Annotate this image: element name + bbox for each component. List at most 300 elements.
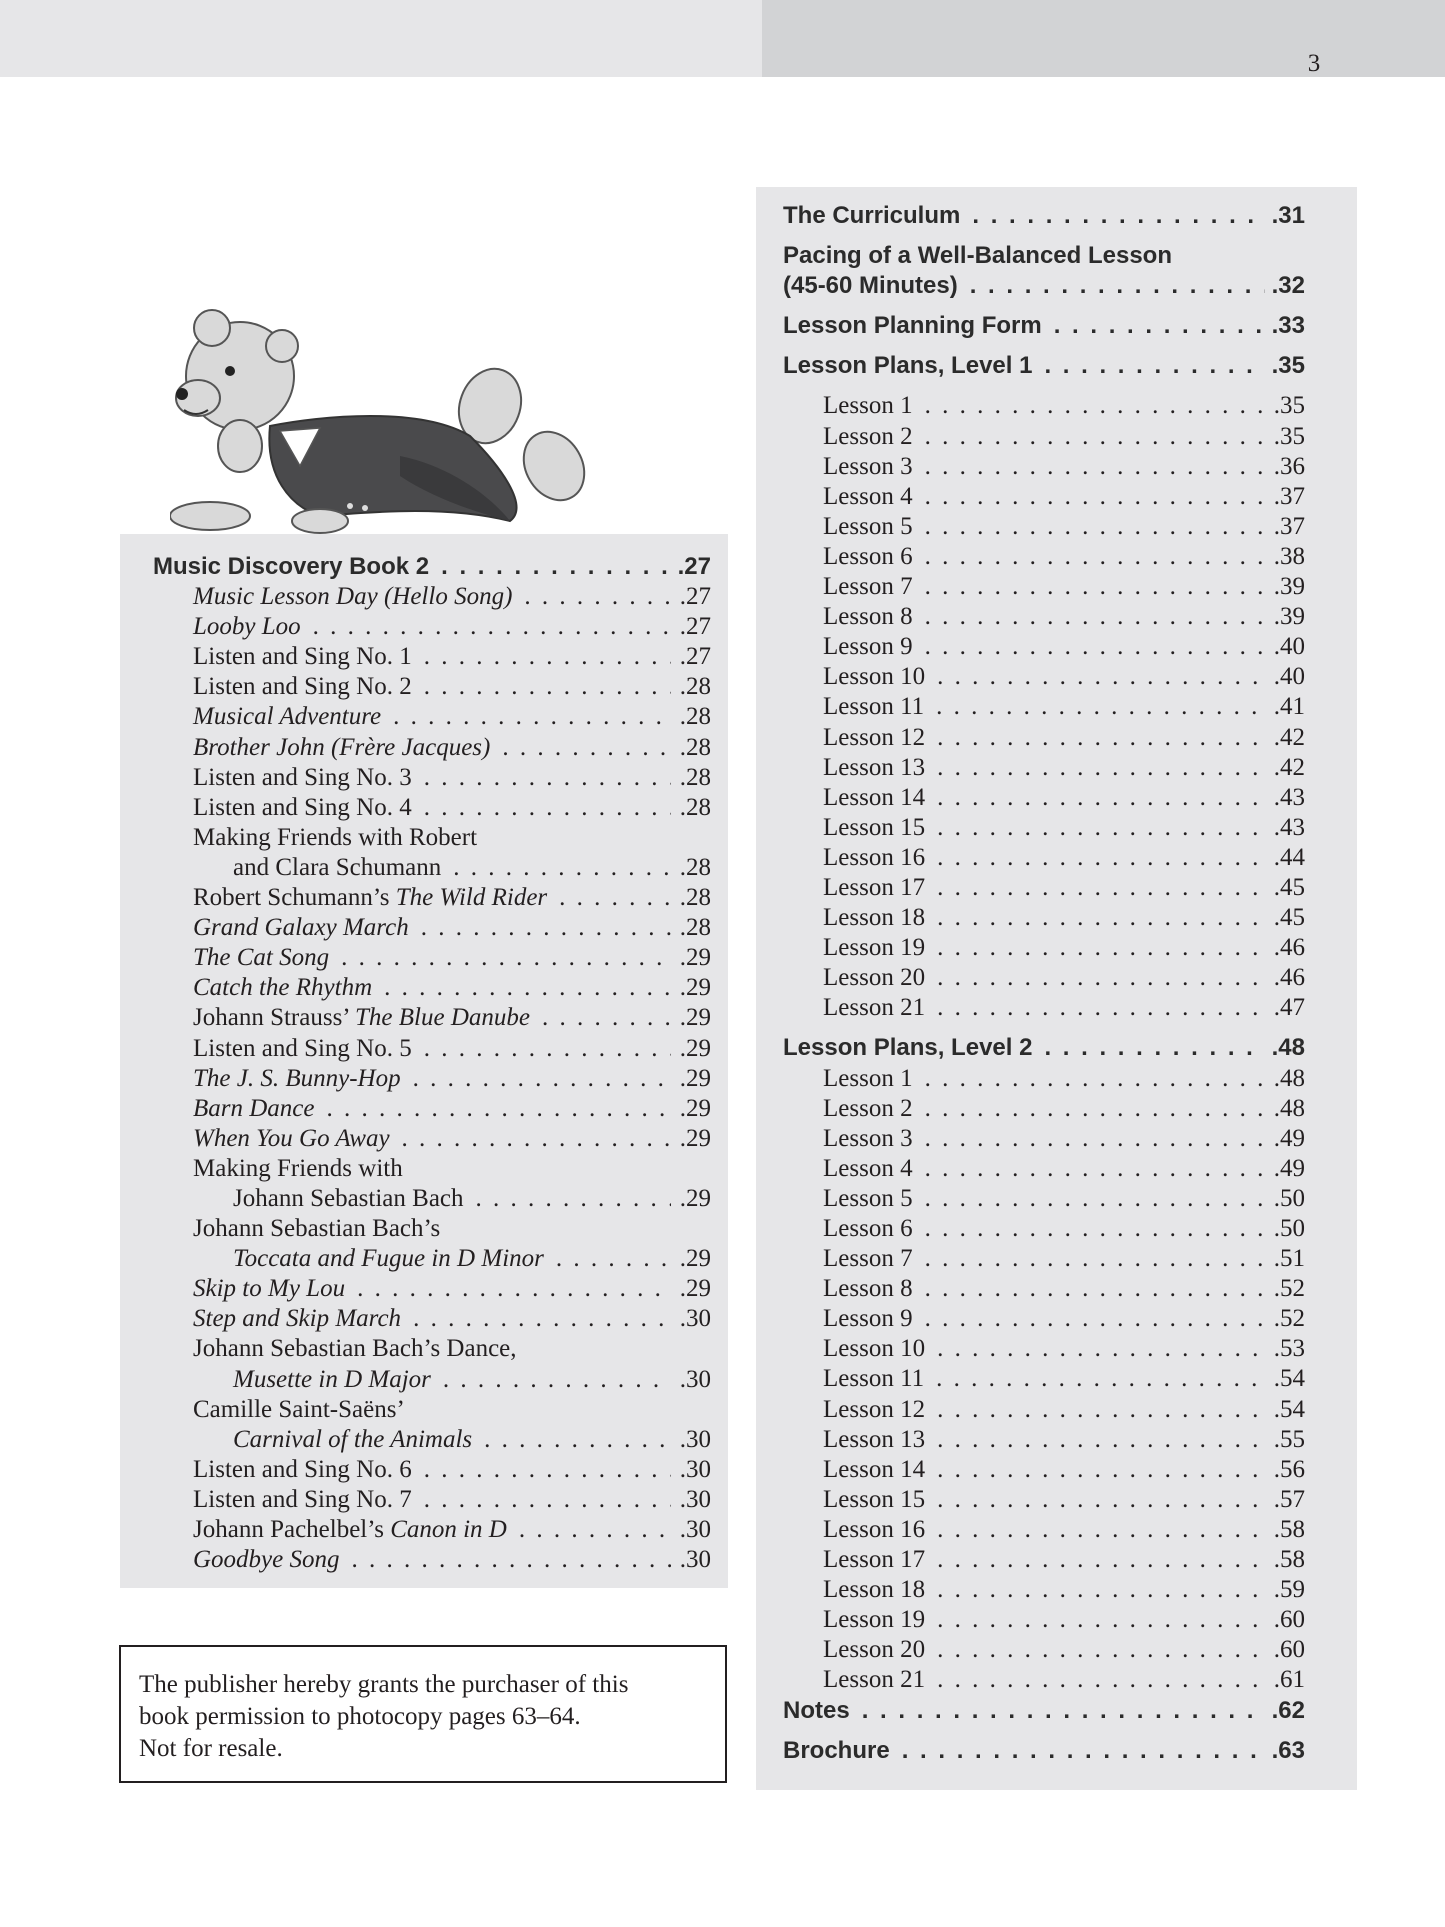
toc-title-part: Lesson 15 — [823, 813, 926, 841]
toc-page-number: .40 — [1273, 663, 1305, 691]
toc-entry — [153, 642, 711, 672]
dot-leader — [925, 572, 1265, 602]
toc-page-number: .28 — [679, 673, 711, 701]
toc-entry-title — [823, 1485, 925, 1515]
toc-entry — [153, 1515, 711, 1545]
toc-title-part: Lesson 17 — [823, 1546, 926, 1574]
toc-title-part: Brochure — [783, 1736, 890, 1764]
toc-page-number: .49 — [1273, 1124, 1305, 1152]
toc-entry-title — [823, 1094, 913, 1124]
dot-leader — [925, 422, 1265, 452]
toc-page-number: .60 — [1273, 1606, 1305, 1634]
toc-entry — [783, 1304, 1305, 1334]
toc-entry — [783, 963, 1305, 993]
toc-title-part: Lesson 19 — [823, 1606, 926, 1634]
toc-title-part: Lesson 12 — [823, 723, 926, 751]
toc-title-part: Lesson 12 — [823, 1395, 926, 1423]
toc-title-part: Lesson 2 — [823, 1094, 913, 1122]
toc-entry — [153, 1545, 711, 1575]
dot-leader — [925, 1184, 1265, 1214]
toc-title-part: Step and Skip March — [193, 1305, 402, 1333]
toc-entry — [783, 692, 1305, 722]
toc-entry-title — [823, 1124, 913, 1154]
toc-title-part: Looby Loo — [193, 613, 301, 641]
toc-entry — [783, 1274, 1305, 1304]
toc-entry — [783, 662, 1305, 692]
dot-leader — [937, 783, 1265, 813]
toc-title-part: Listen and Sing No. 5 — [193, 1034, 412, 1062]
toc-title-part: Johann Sebastian Bach’s Dance, — [193, 1335, 517, 1363]
toc-entry — [153, 612, 711, 642]
dot-leader — [937, 723, 1265, 753]
toc-page-number: .43 — [1273, 783, 1305, 811]
toc-entry — [153, 763, 711, 793]
toc-entry-title — [233, 1425, 472, 1455]
toc-entry — [153, 1184, 711, 1214]
toc-page-number: .30 — [679, 1455, 711, 1483]
dot-leader — [1054, 311, 1265, 341]
toc-entry — [783, 1635, 1305, 1665]
toc-entry-title — [193, 733, 490, 763]
toc-entry — [153, 1425, 711, 1455]
toc-entry — [153, 1064, 711, 1094]
toc-entry — [783, 1696, 1305, 1726]
toc-title-part: Catch the Rhythm — [193, 974, 373, 1002]
dot-leader — [937, 1425, 1265, 1455]
toc-entry — [783, 1425, 1305, 1455]
toc-entry-title — [783, 311, 1042, 341]
toc-entry — [783, 1485, 1305, 1515]
dot-leader — [424, 1034, 671, 1064]
toc-entry — [153, 1124, 711, 1154]
toc-title-part: Listen and Sing No. 6 — [193, 1455, 412, 1483]
dot-leader — [524, 582, 671, 612]
toc-page-number: .41 — [1273, 693, 1305, 721]
toc-entry — [783, 1124, 1305, 1154]
toc-page-number: .29 — [679, 1064, 711, 1092]
toc-page-number: .51 — [1273, 1245, 1305, 1273]
toc-entry-title — [823, 843, 925, 873]
dot-leader — [925, 1274, 1265, 1304]
toc-entry-title — [823, 1304, 913, 1334]
toc-entry — [783, 391, 1305, 421]
toc-entry-title — [193, 642, 412, 672]
toc-entry-title — [823, 1274, 913, 1304]
toc-entry — [783, 1094, 1305, 1124]
toc-page-number: .58 — [1273, 1546, 1305, 1574]
toc-entry — [783, 753, 1305, 783]
toc-entry — [153, 793, 711, 823]
dot-leader — [424, 1455, 671, 1485]
toc-page-number: .39 — [1273, 603, 1305, 631]
toc-list-right — [783, 201, 1305, 1766]
toc-entry-title — [823, 602, 913, 632]
dot-leader — [925, 542, 1265, 572]
toc-entry-title — [193, 702, 381, 732]
photocopy-notice — [119, 1645, 727, 1783]
toc-title-part: When You Go Away — [193, 1124, 390, 1152]
toc-title-part: Lesson 2 — [823, 422, 913, 450]
toc-entry — [783, 1665, 1305, 1695]
toc-title-part: Listen and Sing No. 4 — [193, 793, 412, 821]
toc-entry — [783, 632, 1305, 662]
toc-title-part: Lesson Plans, Level 1 — [783, 352, 1033, 380]
toc-entry-title — [823, 662, 925, 692]
toc-entry-title — [783, 271, 958, 301]
toc-entry-title — [193, 913, 409, 943]
toc-page-number: .50 — [1273, 1184, 1305, 1212]
notice-line: The publisher hereby grants the purchaser of this — [139, 1671, 629, 1698]
dot-leader — [502, 733, 671, 763]
toc-entry-title — [193, 1515, 507, 1545]
dot-leader — [402, 1124, 671, 1154]
toc-entry — [783, 1455, 1305, 1485]
dot-leader — [937, 1545, 1265, 1575]
dot-leader — [925, 482, 1265, 512]
toc-entry — [783, 783, 1305, 813]
toc-entry — [783, 1184, 1305, 1214]
toc-entry-title — [233, 1365, 431, 1395]
toc-entry — [783, 1033, 1305, 1063]
toc-entry — [783, 201, 1305, 231]
toc-title-part: Musette in D Major — [233, 1365, 431, 1393]
toc-entry — [153, 1485, 711, 1515]
toc-page-number: .45 — [1273, 873, 1305, 901]
dot-leader — [972, 201, 1265, 231]
toc-title-part: Listen and Sing No. 7 — [193, 1485, 412, 1513]
toc-title-part: Lesson Plans, Level 2 — [783, 1034, 1033, 1062]
dot-leader — [925, 1304, 1265, 1334]
dot-leader — [902, 1736, 1265, 1766]
toc-page-number: .54 — [1273, 1395, 1305, 1423]
toc-entry-title — [823, 1154, 913, 1184]
toc-entry-title — [153, 552, 429, 582]
toc-entry — [783, 1364, 1305, 1394]
toc-entry — [783, 271, 1305, 301]
toc-page-number: .36 — [1273, 452, 1305, 480]
toc-entry — [153, 1154, 711, 1184]
toc-page-number: .29 — [679, 974, 711, 1002]
toc-entry — [783, 1736, 1305, 1766]
dot-leader — [519, 1515, 671, 1545]
toc-page-number: .29 — [679, 1275, 711, 1303]
toc-title-part: Johann Sebastian Bach’s — [193, 1215, 441, 1243]
toc-entry-title — [783, 1033, 1032, 1063]
toc-page-number: .42 — [1273, 723, 1305, 751]
toc-page-number: .29 — [679, 1245, 711, 1273]
teddy-bear-illustration-icon — [170, 306, 590, 536]
toc-entry-title — [193, 1274, 345, 1304]
toc-entry-title — [823, 512, 913, 542]
toc-entry-title — [823, 1455, 925, 1485]
toc-title-part: The J. S. Bunny-Hop — [193, 1064, 401, 1092]
toc-entry — [783, 1214, 1305, 1244]
toc-page-number: .46 — [1273, 934, 1305, 962]
dot-leader — [937, 963, 1265, 993]
toc-entry-title — [233, 1184, 464, 1214]
dot-leader — [925, 1124, 1265, 1154]
toc-page-number: .35 — [1271, 352, 1305, 380]
toc-entry-title — [823, 632, 913, 662]
dot-leader — [424, 763, 671, 793]
toc-page-number: .29 — [679, 1094, 711, 1122]
toc-title-part: Lesson 21 — [823, 994, 926, 1022]
toc-entry-title — [193, 582, 512, 612]
toc-entry-title — [823, 391, 913, 421]
toc-entry-title — [823, 1425, 925, 1455]
toc-title-part: Lesson 4 — [823, 482, 913, 510]
toc-title-part: Making Friends with — [193, 1154, 403, 1182]
toc-entry-title — [783, 201, 960, 231]
toc-page-number: .30 — [679, 1365, 711, 1393]
toc-title-part: Lesson 15 — [823, 1485, 926, 1513]
toc-page-number: .39 — [1273, 573, 1305, 601]
toc-entry-title — [823, 1395, 925, 1425]
toc-entry-title — [193, 763, 412, 793]
toc-entry-title — [823, 1064, 913, 1094]
toc-entry — [153, 883, 711, 913]
toc-entry-title — [193, 823, 477, 853]
dot-leader — [313, 612, 671, 642]
toc-entry — [783, 602, 1305, 632]
toc-page-number: .50 — [1273, 1215, 1305, 1242]
toc-page-number: .27 — [679, 613, 711, 641]
toc-entry-title — [823, 1635, 925, 1665]
toc-page-number: .46 — [1273, 964, 1305, 992]
toc-entry-title — [823, 692, 924, 722]
toc-entry-title — [823, 1575, 925, 1605]
dot-leader — [937, 1605, 1265, 1635]
toc-page-number: .47 — [1273, 994, 1305, 1022]
toc-entry-title — [193, 1395, 405, 1425]
toc-title-part: Listen and Sing No. 2 — [193, 673, 412, 701]
dot-leader — [1044, 351, 1265, 381]
toc-page-number: .48 — [1273, 1094, 1305, 1122]
toc-title-part: Musical Adventure — [193, 703, 382, 731]
toc-title-part: (45-60 Minutes) — [783, 272, 958, 300]
toc-title-part: Lesson 4 — [823, 1154, 913, 1182]
toc-entry — [153, 1214, 711, 1244]
toc-title-part: Music Discovery Book 2 — [153, 553, 430, 580]
dot-leader — [937, 753, 1265, 783]
toc-entry — [153, 1304, 711, 1334]
toc-title-part: Camille Saint-Saëns’ — [193, 1395, 405, 1423]
toc-entry — [153, 1244, 711, 1274]
toc-entry — [153, 552, 711, 582]
dot-leader — [476, 1184, 671, 1214]
toc-page-number: .32 — [1271, 272, 1305, 300]
toc-title-part: Lesson 14 — [823, 1455, 926, 1483]
toc-title-part: Lesson 1 — [823, 392, 913, 420]
toc-entry-title — [823, 1244, 913, 1274]
dot-leader — [424, 793, 671, 823]
dot-leader — [925, 1154, 1265, 1184]
toc-page-number: .27 — [679, 643, 711, 671]
dot-leader — [937, 843, 1265, 873]
toc-entry — [783, 813, 1305, 843]
toc-title-part: Barn Dance — [193, 1094, 315, 1122]
toc-entry-title — [193, 672, 412, 702]
toc-title-part: Lesson 17 — [823, 873, 926, 901]
toc-title-part: Carnival of the Animals — [233, 1425, 473, 1453]
toc-entry — [783, 1395, 1305, 1425]
toc-title-part: Lesson 18 — [823, 904, 926, 932]
toc-entry-title — [783, 1696, 850, 1726]
dot-leader — [925, 452, 1265, 482]
toc-entry — [153, 702, 711, 732]
toc-title-part: Lesson 18 — [823, 1576, 926, 1604]
toc-title-part: Brother John (Frère Jacques) — [193, 733, 491, 761]
toc-entry-title — [233, 853, 441, 883]
toc-entry — [783, 1064, 1305, 1094]
toc-title-part: Johann Strauss’ — [193, 1004, 356, 1032]
toc-title-part: Lesson 21 — [823, 1666, 926, 1694]
toc-title-part: Johann Sebastian Bach — [233, 1184, 464, 1212]
toc-page-number: .38 — [1273, 542, 1305, 570]
dot-leader — [937, 1395, 1265, 1425]
toc-title-part: Lesson 11 — [823, 693, 925, 721]
dot-leader — [559, 883, 671, 913]
toc-entry — [783, 452, 1305, 482]
toc-entry-title — [823, 572, 913, 602]
dot-leader — [925, 1064, 1265, 1094]
dot-leader — [384, 973, 671, 1003]
toc-entry — [153, 1455, 711, 1485]
toc-entry — [783, 1154, 1305, 1184]
toc-page-number: .52 — [1273, 1275, 1305, 1303]
toc-entry — [153, 913, 711, 943]
toc-entry — [153, 733, 711, 763]
toc-entry — [783, 1545, 1305, 1575]
dot-leader — [937, 662, 1265, 692]
dot-leader — [970, 271, 1265, 301]
toc-entry-title — [193, 1094, 315, 1124]
dot-leader — [925, 602, 1265, 632]
toc-title-part: Goodbye Song — [193, 1546, 340, 1574]
toc-entry — [153, 1395, 711, 1425]
toc-entry-title — [823, 813, 925, 843]
toc-title-part: Lesson 6 — [823, 542, 913, 570]
dot-leader — [542, 1003, 671, 1033]
dot-leader — [937, 933, 1265, 963]
toc-entry — [783, 572, 1305, 602]
toc-title-part: Lesson 19 — [823, 934, 926, 962]
toc-page-number: .28 — [679, 793, 711, 821]
toc-page-number: .52 — [1273, 1305, 1305, 1333]
toc-page-number: .48 — [1273, 1064, 1305, 1092]
toc-entry-title — [823, 933, 925, 963]
toc-title-part: Lesson 16 — [823, 1515, 926, 1543]
toc-entry-title — [193, 1214, 440, 1244]
dot-leader — [937, 1665, 1265, 1695]
toc-title-part: Lesson 7 — [823, 1245, 913, 1273]
toc-page-number: .30 — [679, 1425, 711, 1453]
toc-entry — [783, 1334, 1305, 1364]
dot-leader — [352, 1545, 672, 1575]
dot-leader — [937, 1485, 1265, 1515]
dot-leader — [421, 913, 671, 943]
dot-leader — [925, 1244, 1265, 1274]
toc-title-part: Lesson 1 — [823, 1064, 913, 1092]
dot-leader — [327, 1094, 672, 1124]
dot-leader — [937, 1575, 1265, 1605]
toc-entry-title — [783, 1736, 890, 1766]
dot-leader — [936, 692, 1265, 722]
toc-title-part: Lesson 8 — [823, 1275, 913, 1303]
toc-entry-title — [193, 1034, 412, 1064]
toc-page-number: .27 — [679, 583, 711, 611]
toc-page-number: .44 — [1273, 843, 1305, 871]
toc-title-part: Lesson 13 — [823, 753, 926, 781]
toc-entry-title — [193, 1485, 412, 1515]
toc-page-number: .33 — [1271, 312, 1305, 340]
dot-leader — [413, 1064, 671, 1094]
toc-entry-title — [823, 753, 925, 783]
toc-title-part: Music Lesson Day (Hello Song) — [193, 583, 513, 611]
toc-entry-title — [823, 1545, 925, 1575]
toc-title-part: Lesson 3 — [823, 452, 913, 480]
toc-page-number: .35 — [1273, 392, 1305, 420]
toc-page-number: .53 — [1273, 1335, 1305, 1363]
toc-title-part: Johann Pachelbel’s — [193, 1516, 391, 1543]
dot-leader — [925, 1214, 1265, 1244]
toc-title-part: Lesson 20 — [823, 1636, 926, 1664]
dot-leader — [925, 1094, 1265, 1124]
toc-entry-title — [823, 1364, 924, 1394]
toc-title-part: Skip to My Lou — [193, 1275, 346, 1303]
toc-page-number: .29 — [679, 1184, 711, 1212]
toc-page-number: .43 — [1273, 813, 1305, 841]
toc-page-number: .59 — [1273, 1576, 1305, 1604]
toc-page-number: .28 — [679, 703, 711, 731]
toc-page-number: .49 — [1273, 1154, 1305, 1182]
dot-leader — [556, 1244, 671, 1274]
toc-entry-title — [783, 241, 1172, 271]
toc-page-number: .35 — [1273, 422, 1305, 450]
toc-title-part: and Clara Schumann — [233, 853, 442, 881]
dot-leader — [937, 1515, 1265, 1545]
toc-title-part: Lesson 11 — [823, 1365, 925, 1393]
toc-page-number: .29 — [679, 1124, 711, 1152]
toc-title-part: Robert Schumann’s — [193, 884, 396, 912]
toc-title-part: Lesson 6 — [823, 1215, 913, 1242]
toc-entry-title — [193, 1455, 412, 1485]
toc-page-number: .28 — [679, 763, 711, 791]
dot-leader — [341, 943, 671, 973]
toc-entry — [783, 1605, 1305, 1635]
notice-line: book permission to photocopy pages 63–64. — [139, 1703, 581, 1730]
toc-entry-title — [193, 1064, 401, 1094]
toc-page-number: .42 — [1273, 753, 1305, 781]
dot-leader — [937, 1455, 1265, 1485]
toc-page-number: .62 — [1271, 1696, 1305, 1724]
dot-leader — [357, 1274, 671, 1304]
toc-title-part: Canon in D — [390, 1516, 507, 1543]
toc-page-number: .57 — [1273, 1485, 1305, 1513]
toc-page-number: .27 — [677, 553, 711, 580]
notice-line: Not for resale. — [139, 1735, 283, 1762]
toc-title-part: Listen and Sing No. 1 — [193, 643, 412, 671]
toc-entry — [153, 943, 711, 973]
toc-list-left — [153, 552, 711, 1575]
toc-entry-title — [823, 1515, 925, 1545]
toc-entry-title — [823, 1184, 913, 1214]
toc-title-part: Listen and Sing No. 3 — [193, 763, 412, 791]
toc-entry — [153, 1334, 711, 1364]
toc-entry — [153, 1365, 711, 1395]
toc-entry — [783, 1244, 1305, 1274]
toc-entry-title — [193, 973, 372, 1003]
